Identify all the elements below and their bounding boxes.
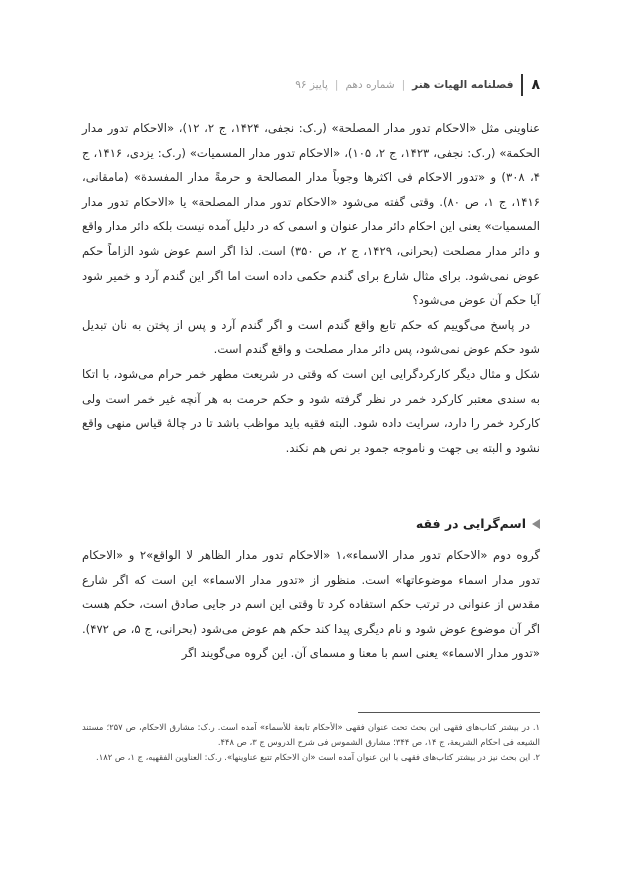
season-label: پاییز ۹۶ xyxy=(295,79,328,91)
header-separator: | xyxy=(401,79,406,91)
page-number: ۸ xyxy=(531,77,540,93)
footnotes xyxy=(82,720,540,765)
paragraph: در پاسخ می‌گوییم که حکم تابع واقع گندم است و اگر گندم آرد و پس از پختن به نان تبدیل شود حکم عوض نمی‌شود، پس دائر مدار مصلحت و واقع گندم است. xyxy=(82,317,540,357)
journal-title: فصلنامه الهیات هنر xyxy=(412,79,514,91)
issue-label: شماره دهم xyxy=(345,79,395,91)
paragraph: گروه دوم «الاحکام تدور مدار الاسماء»،۱ «الاحکام تدور مدار الظاهر لا الواقع»۲ و «الاحکام تدور مدار اسماء موضوعاتها» است. منظور از «تدور مدار الاسماء» این است که اگر شارع مقدس از عنوانی در ترتب حکم استفاده کرد تا وقتی این اسم در جایی صادق است، حکم هست اگر آن موضوع عوض شود و نام دیگری پیدا کند حکم هم عوض می‌شود (بحرانی، ج ۵، ص ۴۷۲). «تدور مدار الاسماء» یعنی اسم با معنا و مسمای آن. این گروه می‌گویند اگر xyxy=(82,548,540,661)
section-heading-text: اسم‌گرایی در فقه xyxy=(415,516,526,531)
footnote-rule xyxy=(358,712,540,713)
section-heading xyxy=(416,516,540,531)
main-text xyxy=(82,116,540,460)
footnote: ۲. این بحث نیز در بیشتر کتاب‌های فقهی با این عنوان آمده است «ان الاحکام تتبع عناوینها». ر.ک: العناوین الفقهیه، ج ۱، ص ۱۸۲. xyxy=(96,752,540,762)
triangle-bullet-icon xyxy=(532,519,540,529)
header-separator: | xyxy=(334,79,339,91)
footnote: ۱. در بیشتر کتاب‌های فقهی این بحث تحت عنوان فقهی «الأحکام تابعة للأسماء» آمده است. ر.ک: مشارق الاحکام، ص ۲۵۷؛ مستند الشیعه فی احکام الشریعة، ج ۱۴، ص ۳۴۴؛ مشارق الشموس فی شرح الدروس ج ۳، ص ۴۴۸. xyxy=(82,722,540,747)
header-divider xyxy=(521,74,523,96)
section-text xyxy=(82,543,540,666)
paragraph: شکل و مثال دیگر کارکردگرایی این است که وقتی در شریعت مطهر خمر حرام می‌شود، با اتکا به سندی معتبر کارکرد خمر در نظر گرفته شود و حکم حرمت به هر آنچه غیر خمر است ولی کارکرد خمر را دارد، سرایت داده شود. البته فقیه باید مواظب باشد تا در چالهٔ قیاس منهی واقع نشود و البته بی جهت و ناموجه جمود بر نص هم نکند. xyxy=(82,366,540,455)
running-header xyxy=(80,74,540,96)
paragraph: عناوینی مثل «الاحکام تدور مدار المصلحة» (ر.ک: نجفی، ۱۴۲۴، ج ۲، ۱۲)، «الاحکام تدور مدار الحکمة» (ر.ک: نجفی، ۱۴۲۳، ج ۲، ۱۰۵)، «الاحکام تدور مدار المسمیات» (ر.ک: یزدی، ۱۴۱۶، ج ۴، ۳۰۸) و «تدور الاحکام فی اکثرها وجوباً مدار المصالحة و حرمةً مدار المفسدة» (مامقانی، ۱۴۱۶، ج ۱، ص ۸۰). وقتی گفته می‌شود «الاحکام تدور مدار المصلحة» یا «الاحکام تدور مدار المسمیات» یعنی این احکام دائر مدار عنوان و اسمی که در دلیل آمده نیست بلکه دائر مدار واقع و دائر مدار مصلحت (بحرانی، ۱۴۲۹، ج ۲، ص ۳۵۰) است. لذا اگر اسم عوض شود الزاماً حکم عوض نمی‌شود. برای مثال شارع برای گندم حکمی داده است اما اگر این گندم آرد و خمیر شود آیا حکم آن عوض می‌شود؟ xyxy=(82,121,541,308)
